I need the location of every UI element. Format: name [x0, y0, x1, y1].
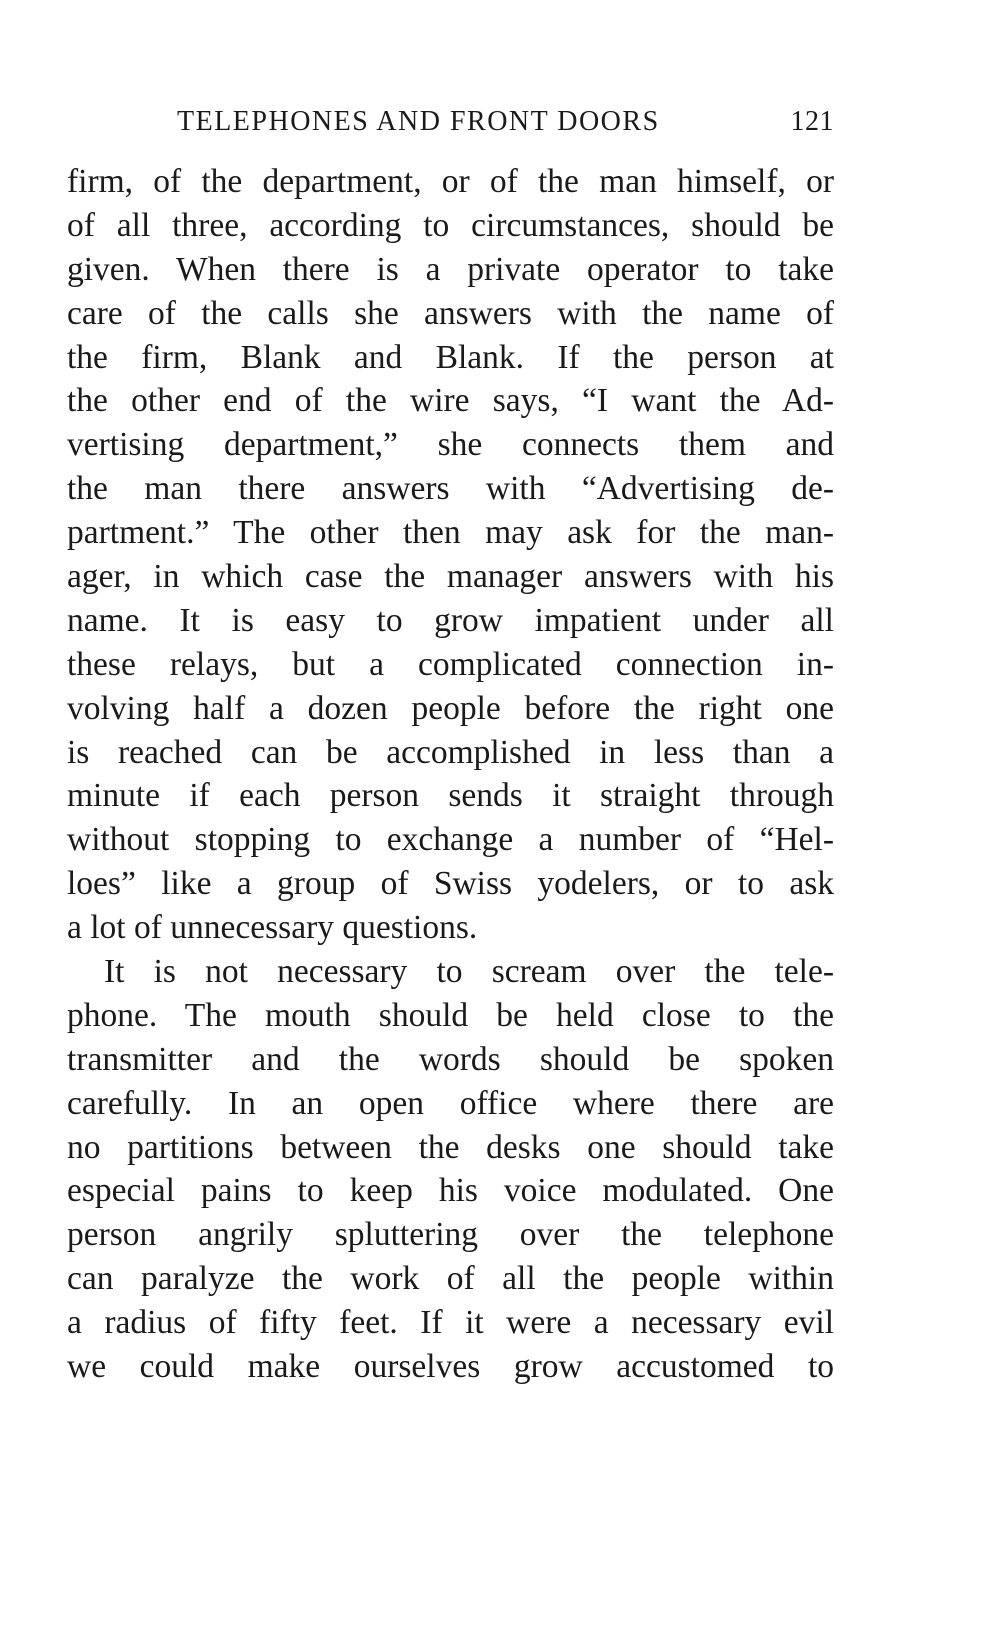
text-line: no partitions between the desks one should take: [67, 1128, 834, 1166]
text-line: given. When there is a private operator to take: [67, 250, 834, 288]
text-line: a lot of unnecessary questions.: [67, 909, 478, 947]
text-line: partment.” The other then may ask for the man-: [67, 514, 834, 552]
text-line: especial pains to keep his voice modulated. One: [67, 1172, 834, 1210]
text-line: of all three, according to circumstances, should be: [67, 206, 834, 244]
text-line: firm, of the department, or of the man himself, or: [67, 163, 834, 200]
text-line: a radius of fifty feet. If it were a necessary evil: [67, 1304, 834, 1342]
running-head-title: TELEPHONES AND FRONT DOORS: [177, 106, 660, 137]
page-number: 121: [790, 106, 834, 137]
text-line: the firm, Blank and Blank. If the person at: [67, 338, 834, 376]
text-line: the man there answers with “Advertising de-: [67, 470, 834, 508]
text-line: person angrily spluttering over the telephone: [67, 1216, 834, 1254]
text-line: transmitter and the words should be spoken: [67, 1040, 834, 1078]
text-line: can paralyze the work of all the people within: [67, 1260, 834, 1298]
text-line: care of the calls she answers with the name of: [67, 294, 834, 332]
text-line: vertising department,” she connects them and: [67, 426, 834, 464]
running-head: [67, 102, 834, 142]
text-line: we could make ourselves grow accustomed to: [67, 1348, 834, 1386]
text-line: without stopping to exchange a number of “Hel-: [67, 821, 834, 859]
text-line: loes” like a group of Swiss yodelers, or to ask: [67, 865, 834, 903]
text-line: It is not necessary to scream over the tele-: [104, 953, 834, 991]
text-line: volving half a dozen people before the right one: [67, 689, 834, 727]
text-line: phone. The mouth should be held close to the: [67, 996, 834, 1034]
text-line: carefully. In an open office where there are: [67, 1084, 834, 1122]
text-line: minute if each person sends it straight through: [67, 777, 834, 815]
text-line: is reached can be accomplished in less than a: [67, 733, 834, 771]
body-text: [67, 160, 834, 1389]
text-line: ager, in which case the manager answers with his: [67, 558, 834, 596]
text-line: the other end of the wire says, “I want the Ad-: [67, 382, 834, 420]
text-line: name. It is easy to grow impatient under all: [67, 601, 834, 639]
text-line: these relays, but a complicated connection in-: [67, 645, 834, 683]
